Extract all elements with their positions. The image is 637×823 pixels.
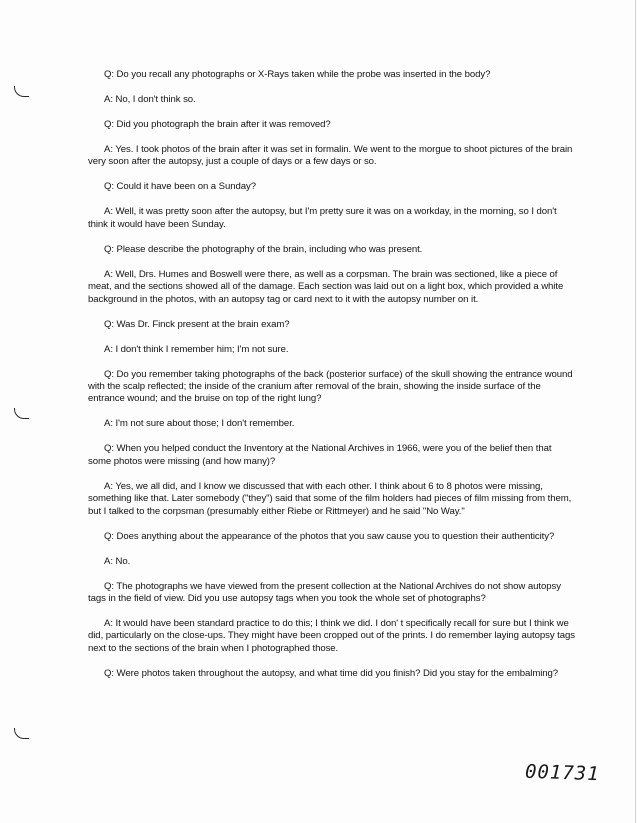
transcript-paragraph: A: Yes. I took photos of the brain after it was set in formalin. We went to the morgue to shoot pictures of the brain very soon after the autopsy, just a couple of days or a few days or so. <box>88 144 573 168</box>
transcript-paragraph: A: Yes, we all did, and I know we discussed that with each other. I think about 6 to 8 photos were missing, something like that. Later somebody ("they") said that some of the film holders had pieces of film missing from them, but I talked to the corpsman (presumably either Riebe or Rittmeyer) and he said "No Way." <box>88 480 572 517</box>
transcript-paragraph: A: I don't think I remember him; I'm not sure. <box>104 343 289 355</box>
transcript-paragraph: Q: The photographs we have viewed from the present collection at the National Archives do not show autopsy tags in the field of view. Did you use autopsy tags when you took the whole set of photographs? <box>88 580 561 605</box>
transcript-paragraph: Q: Could it have been on a Sunday? <box>104 181 256 193</box>
transcript-paragraph: Q: Were photos taken throughout the autopsy, and what time did you finish? Did you stay for the embalming? <box>104 667 559 679</box>
transcript-paragraph: Q: Did you photograph the brain after it was removed? <box>104 119 331 130</box>
binding-hole-mark-middle <box>14 408 29 419</box>
transcript-paragraph: Q: Do you recall any photographs or X-Rays taken while the probe was inserted in the body? <box>104 69 491 80</box>
transcript-paragraph: A: No, I don't think so. <box>104 94 196 105</box>
transcript-paragraph: Q: Does anything about the appearance of the photos that you saw cause you to question their authenticity? <box>104 530 555 542</box>
transcript-paragraph: Q: Was Dr. Finck present at the brain exam? <box>104 318 290 330</box>
document-control-number: 001731 <box>524 760 601 786</box>
transcript-paragraph: Q: Please describe the photography of the brain, including who was present. <box>104 243 423 255</box>
transcript-paragraph: Q: When you helped conduct the Inventory at the National Archives in 1966, were you of the belief then that some photos were missing (and how many)? <box>88 443 552 467</box>
transcript-paragraph: A: It would have been standard practice to do this; I think we did. I don' t specifically recall for sure but I think we did, particularly on the close-ups. They might have been cropped out of the prints. I do remember laying autopsy tags next to the sections of the brain when I photographed those. <box>88 618 575 654</box>
transcript-paragraph: A: Well, Drs. Humes and Boswell were there, as well as a corpsman. The brain was sectioned, like a piece of meat, and the sections showed all of the damage. Each section was laid out on a light box, which provided a white background in the photos, with an autopsy tag or card next to it with the autopsy number on it. <box>88 268 564 305</box>
transcript-body <box>88 69 576 693</box>
transcript-paragraph: A: I'm not sure about those; I don't remember. <box>104 418 295 430</box>
transcript-paragraph: A: Well, it was pretty soon after the autopsy, but I'm pretty sure it was on a workday, in the morning, so I don't think it would have been Sunday. <box>88 206 557 230</box>
binding-hole-mark-bottom <box>14 728 29 739</box>
binding-hole-mark-top <box>14 86 29 97</box>
transcript-paragraph: Q: Do you remember taking photographs of the back (posterior surface) of the skull showing the entrance wound with the scalp reflected; the inside of the cranium after removal of the brain, showing the inside surface of the entrance wound; and the bruise on top of the right lung? <box>88 368 573 405</box>
transcript-paragraph: A: No. <box>104 555 131 567</box>
scan-edge-line <box>635 0 636 823</box>
